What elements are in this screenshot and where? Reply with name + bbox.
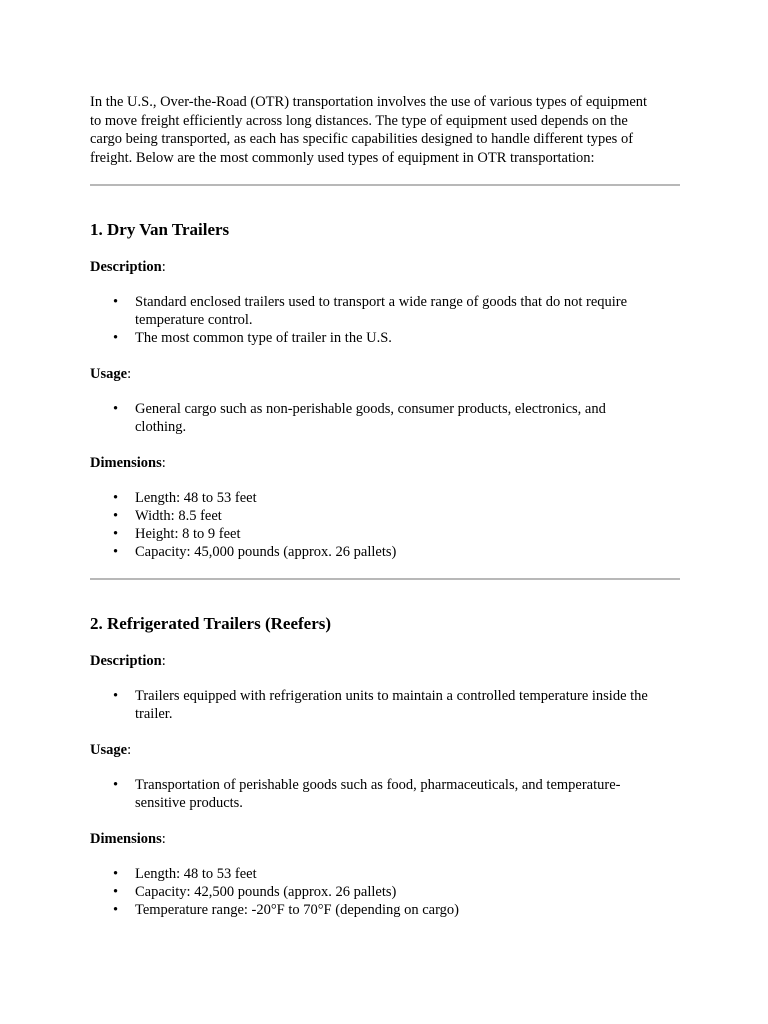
description-list bbox=[90, 687, 680, 723]
dimensions-label: Dimensions bbox=[90, 455, 162, 471]
list-item: • The most common type of trailer in the U.S. bbox=[135, 329, 680, 347]
list-item: • General cargo such as non-perishable goods, consumer products, electronics, and clothing. bbox=[135, 400, 680, 436]
dimensions-label: Dimensions bbox=[90, 831, 162, 847]
description-label-line: Description: bbox=[90, 653, 166, 669]
section-divider bbox=[90, 184, 680, 186]
usage-label: Usage bbox=[90, 366, 128, 382]
description-label: Description bbox=[90, 259, 162, 275]
dimensions-label-line: Dimensions: bbox=[90, 831, 166, 847]
section-heading: 2. Refrigerated Trailers (Reefers) bbox=[90, 614, 332, 633]
list-item: • Length: 48 to 53 feet bbox=[135, 489, 680, 507]
usage-label-line: Usage: bbox=[90, 366, 132, 382]
list-item: • Height: 8 to 9 feet bbox=[135, 525, 680, 543]
description-label-line: Description: bbox=[90, 259, 166, 275]
section-heading: 1. Dry Van Trailers bbox=[90, 220, 230, 239]
description-list bbox=[90, 293, 680, 347]
section-divider bbox=[90, 578, 680, 580]
list-item: • Standard enclosed trailers used to transport a wide range of goods that do not require temperature control. bbox=[135, 293, 680, 329]
list-item: • Transportation of perishable goods such as food, pharmaceuticals, and temperature- sensitive products. bbox=[135, 776, 680, 812]
usage-list bbox=[90, 776, 680, 812]
list-item: • Length: 48 to 53 feet bbox=[135, 865, 680, 883]
usage-label-line: Usage: bbox=[90, 742, 132, 758]
usage-label: Usage bbox=[90, 742, 128, 758]
intro-paragraph: In the U.S., Over-the-Road (OTR) transportation involves the use of various types of equipment to move freight efficiently across long distances. The type of equipment used depends on the cargo being transported, as each has specific capabilities designed to handle different types of freight. Below are the most commonly used types of equipment in OTR transportation: bbox=[90, 94, 648, 166]
list-item: • Capacity: 42,500 pounds (approx. 26 pallets) bbox=[135, 883, 680, 901]
dimensions-label-line: Dimensions: bbox=[90, 455, 166, 471]
list-item: • Trailers equipped with refrigeration units to maintain a controlled temperature inside the trailer. bbox=[135, 687, 680, 723]
dimensions-list bbox=[90, 489, 680, 561]
section-dry-van bbox=[90, 220, 680, 561]
document-page bbox=[90, 93, 680, 919]
list-item: • Temperature range: -20°F to 70°F (depending on cargo) bbox=[135, 901, 680, 919]
dimensions-list bbox=[90, 865, 680, 919]
description-label: Description bbox=[90, 653, 162, 669]
usage-list bbox=[90, 400, 680, 436]
list-item: • Width: 8.5 feet bbox=[135, 507, 680, 525]
list-item: • Capacity: 45,000 pounds (approx. 26 pallets) bbox=[135, 543, 680, 561]
section-refrigerated bbox=[90, 614, 680, 919]
